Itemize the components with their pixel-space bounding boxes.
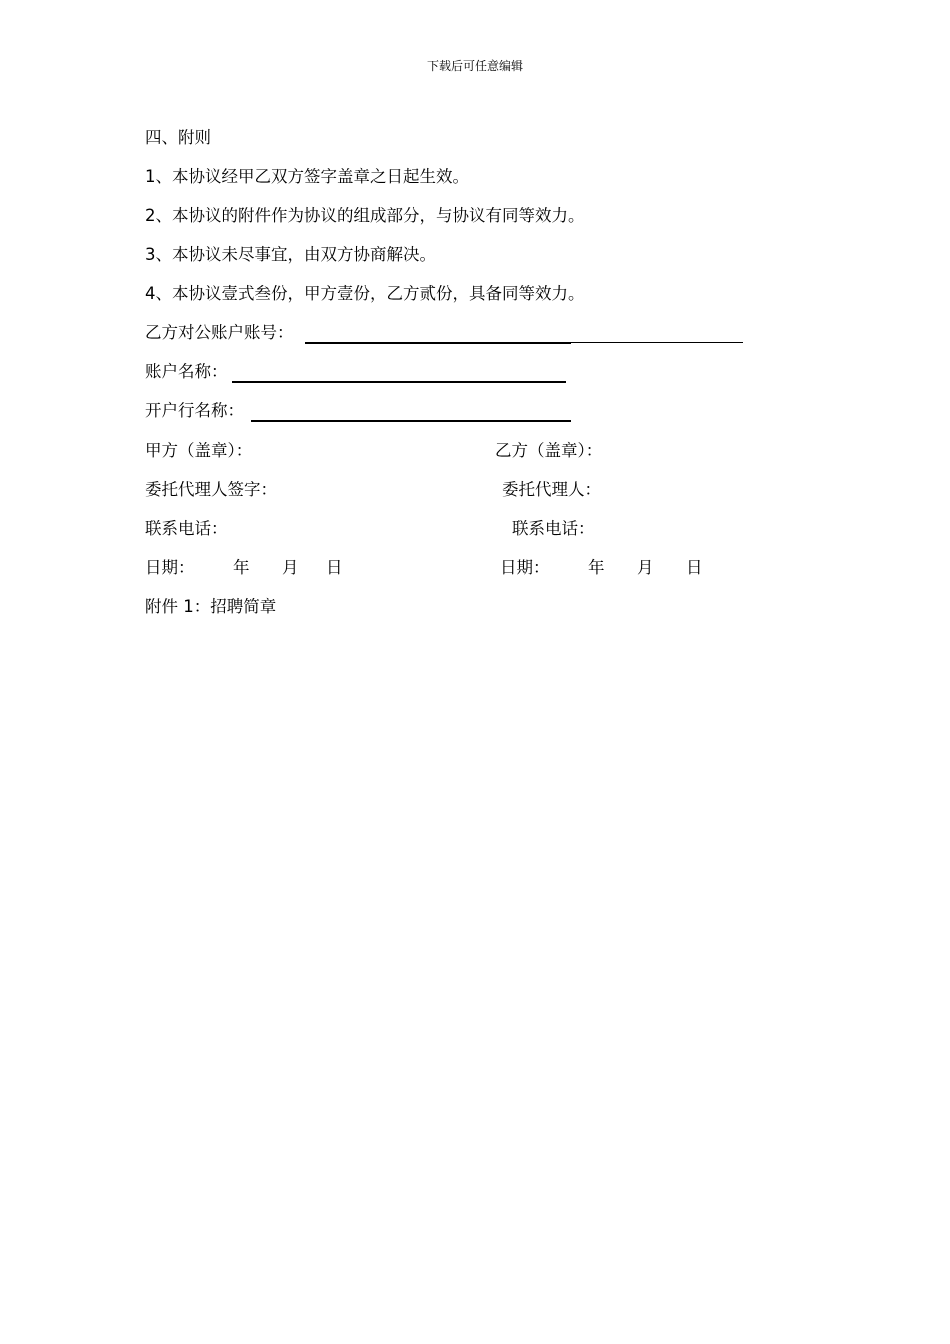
clause-3: 3、本协议未尽事宜，由双方协商解决。	[145, 245, 436, 264]
party-b-year: 年	[588, 558, 605, 577]
party-a-seal-label: 甲方（盖章）：	[145, 441, 253, 460]
party-a-year: 年	[233, 558, 250, 577]
party-a-phone-label: 联系电话：	[145, 519, 228, 538]
account-number-blank-ext[interactable]	[571, 328, 743, 343]
party-b-day: 日	[686, 558, 703, 577]
party-a-month: 月	[282, 558, 299, 577]
party-b-phone-label: 联系电话：	[512, 519, 595, 538]
account-number-label: 乙方对公账户账号：	[145, 323, 294, 342]
clause-1: 1、本协议经甲乙双方签字盖章之日起生效。	[145, 167, 469, 186]
party-a-agent-label: 委托代理人签字：	[145, 480, 277, 499]
account-number-blank[interactable]	[305, 328, 571, 344]
party-b-seal-label: 乙方（盖章）：	[495, 441, 603, 460]
clause-2: 2、本协议的附件作为协议的组成部分，与协议有同等效力。	[145, 206, 585, 225]
party-a-date-label: 日期：	[145, 558, 195, 577]
attachment-label: 附件 1：招聘简章	[145, 597, 277, 616]
clause-4: 4、本协议壹式叁份，甲方壹份，乙方贰份，具备同等效力。	[145, 284, 585, 303]
page-header: 下载后可任意编辑	[426, 59, 523, 73]
section-title: 四、附则	[145, 128, 211, 147]
account-name-blank[interactable]	[232, 368, 566, 383]
account-name-label: 账户名称：	[145, 362, 228, 381]
party-b-agent-label: 委托代理人：	[502, 480, 601, 499]
bank-name-label: 开户行名称：	[145, 401, 244, 420]
party-b-date-label: 日期：	[500, 558, 550, 577]
party-b-month: 月	[637, 558, 654, 577]
bank-name-blank[interactable]	[251, 407, 571, 422]
party-a-day: 日	[326, 558, 343, 577]
